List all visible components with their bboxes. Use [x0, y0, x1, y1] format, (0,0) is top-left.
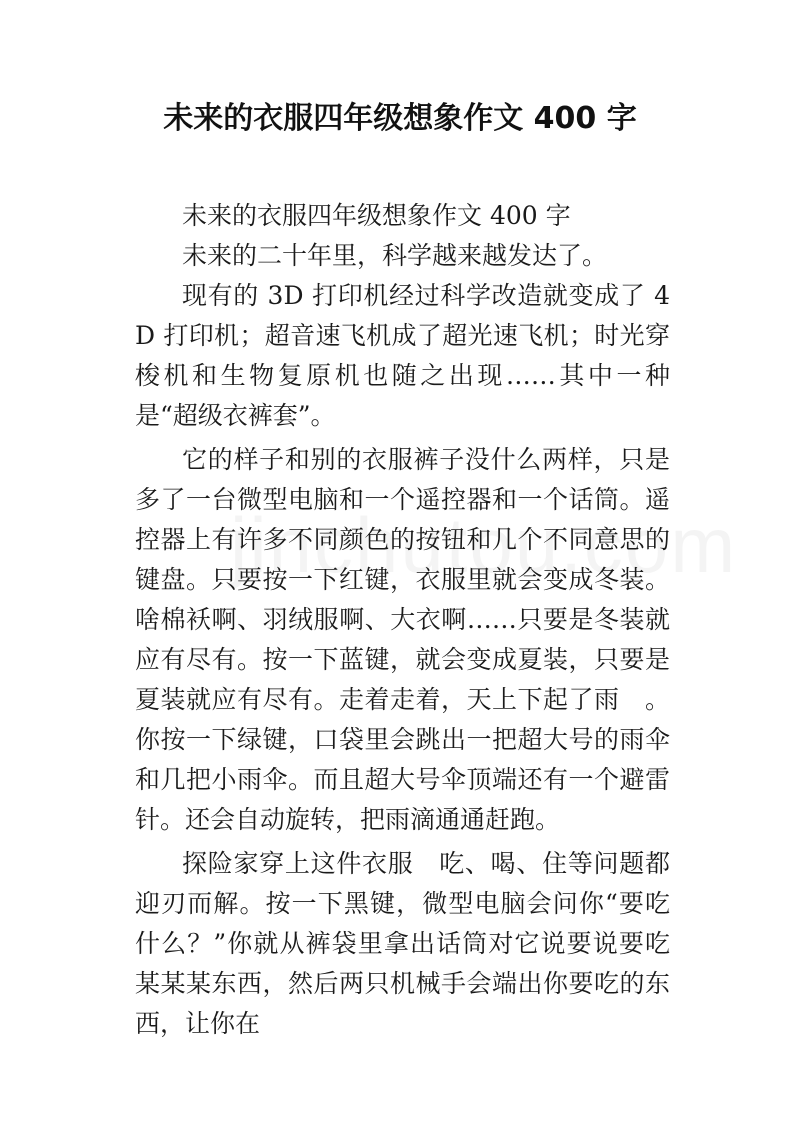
paragraph-description: 它的样子和别的衣服裤子没什么两样，只是多了一台微型电脑和一个遥控器和一个话筒。遥控器上有许多不同颜色的按钮和几个不同意思的键盘。只要按一下红键，衣服里就会变成冬装。啥棉袄啊、羽绒服啊、大衣啊……只要是冬装就应有尽有。按一下蓝键，就会变成夏装，只要是夏装就应有尽有。走着走着，天上下起了雨 。你按一下绿键，口袋里会跳出一把超大号的雨伞和几把小雨伞。而且超大号伞顶端还有一个避雷针。还会自动旋转，把雨滴通通赶跑。	[135, 445, 670, 834]
document-title: 未来的衣服四年级想象作文 400 字	[163, 101, 637, 136]
paragraph-explorer: 探险家穿上这件衣服 吃、喝、住等问题都迎刃而解。按一下黑键，微型电脑会问你“要吃什么？”你就从裤袋里拿出话筒对它说要说要吃某某某东西，然后两只机械手会端出你要吃的东西，让你在	[135, 849, 670, 1038]
paragraph-inventions: 现有的 3D 打印机经过科学改造就变成了 4D 打印机；超音速飞机成了超光速飞机；时光穿梭机和生物复原机也随之出现……其中一种是“超级衣裤套”。	[135, 281, 670, 430]
paragraph-intro: 未来的二十年里，科学越来越发达了。	[182, 241, 608, 270]
paragraph-heading: 未来的衣服四年级想象作文 400 字	[182, 201, 571, 230]
document-body	[135, 196, 670, 1048]
